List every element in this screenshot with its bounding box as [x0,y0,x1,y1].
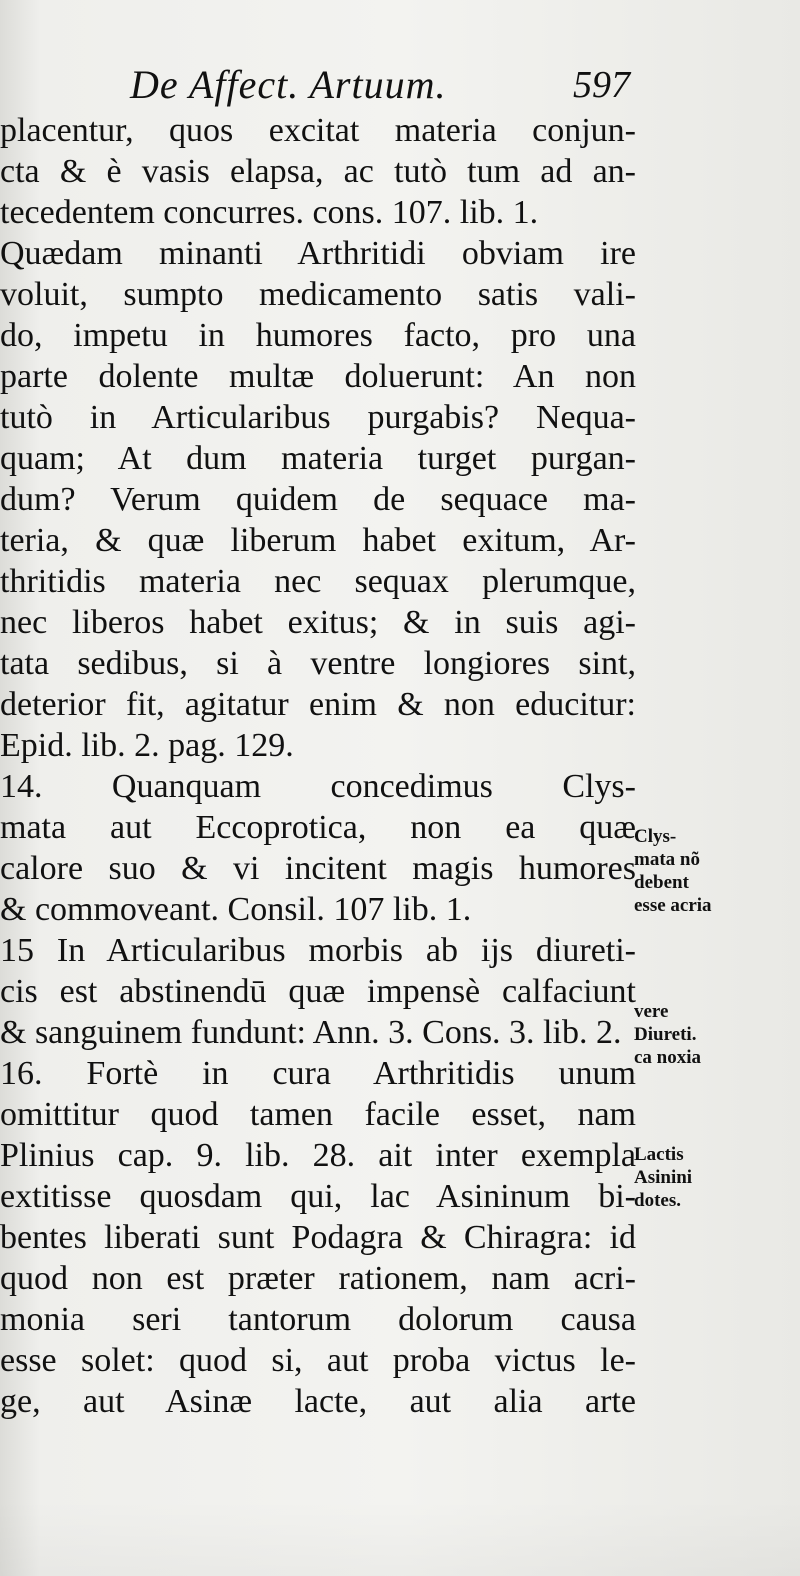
note-line: Diureti. [634,1024,697,1045]
text-line: 15 In Articularibus morbis ab ijs diureti- [0,932,636,969]
note-line: Lactis [634,1144,684,1165]
marginal-note-clysmata [634,825,774,917]
body-text [0,110,636,1422]
text-line: omittitur quod tamen facile esset, nam [0,1096,636,1133]
text-line: 16. Fortè in cura Arthritidis unum [0,1055,636,1092]
page-header [130,60,630,110]
text-line: 14. Quanquam concedimus Clys- [0,768,636,805]
page-bottom-shade [0,1500,800,1576]
text-line: mata aut Eccoprotica, non ea quæ [0,809,636,846]
text-line: do, impetu in humores facto, pro una [0,317,636,354]
note-line: vere [634,1001,669,1022]
note-line: mata nõ [634,849,700,870]
note-line: debent [634,872,689,893]
text-line: calore suo & vi incitent magis humores [0,850,636,887]
text-line: tata sedibus, si à ventre longiores sint, [0,645,636,682]
marginal-note-lactis [634,1143,774,1212]
text-line: ge, aut Asinæ lacte, aut alia arte [0,1383,636,1420]
text-line: cta & è vasis elapsa, ac tutò tum ad an- [0,153,636,190]
text-line: teria, & quæ liberum habet exitum, Ar- [0,522,636,559]
text-line: voluit, sumpto medicamento satis vali- [0,276,636,313]
marginalia [634,0,800,1576]
note-line: dotes. [634,1190,681,1211]
text-line: & sanguinem fundunt: Ann. 3. Cons. 3. lib. 2. [0,1014,622,1051]
text-line: quod non est præter rationem, nam acri- [0,1260,636,1297]
text-line: parte dolente multæ doluerunt: An non [0,358,636,395]
text-line: cis est abstinendū quæ impensè calfaciunt [0,973,636,1010]
page-number: 597 [573,64,630,106]
text-line: Epid. lib. 2. pag. 129. [0,727,294,764]
text-line: nec liberos habet exitus; & in suis agi- [0,604,636,641]
text-line: monia seri tantorum dolorum causa [0,1301,636,1338]
text-line: bentes liberati sunt Podagra & Chiragra: id [0,1219,636,1256]
text-line: Quædam minanti Arthritidi obviam ire [0,235,636,272]
text-line: & commoveant. Consil. 107 lib. 1. [0,891,472,928]
text-line: thritidis materia nec sequax plerumque, [0,563,636,600]
text-line: extitisse quosdam qui, lac Asininum bi- [0,1178,636,1215]
note-line: ca noxia [634,1047,702,1068]
text-line: esse solet: quod si, aut proba victus le- [0,1342,636,1379]
text-line: deterior fit, agitatur enim & non educitur: [0,686,636,723]
text-line: dum? Verum quidem de sequace ma- [0,481,636,518]
text-line: tecedentem concurres. cons. 107. lib. 1. [0,194,539,231]
running-title: De Affect. Artuum. [130,62,447,107]
marginal-note-diuretica [634,1000,774,1069]
text-line: Plinius cap. 9. lib. 28. ait inter exempla [0,1137,636,1174]
note-line: esse acria [634,895,712,916]
text-line: quam; At dum materia turget purgan- [0,440,636,477]
note-line: Asinini [634,1167,693,1188]
note-line: Clys- [634,826,677,847]
text-line: tutò in Articularibus purgabis? Nequa- [0,399,636,436]
text-line: placentur, quos excitat materia conjun- [0,112,636,149]
